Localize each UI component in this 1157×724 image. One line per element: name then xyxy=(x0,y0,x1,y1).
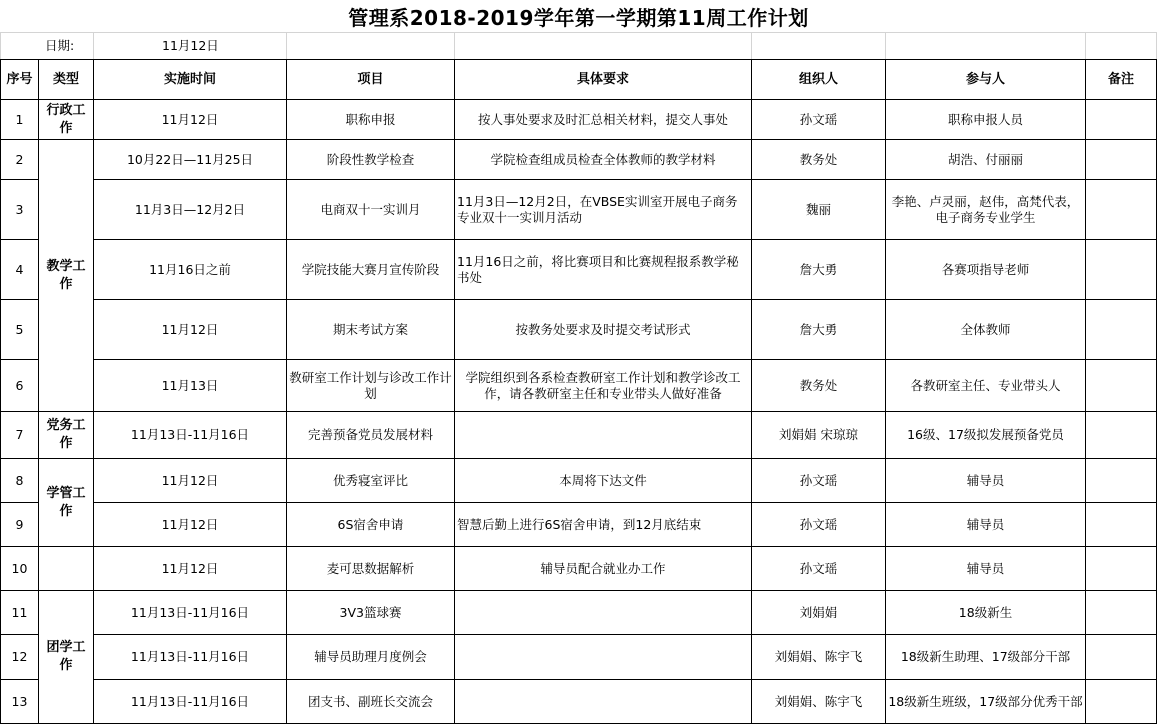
row-number[interactable]: 10 xyxy=(1,547,39,591)
time-cell[interactable]: 11月12日 xyxy=(94,459,287,503)
organizer-cell[interactable]: 詹大勇 xyxy=(752,240,886,300)
time-cell[interactable]: 11月13日-11月16日 xyxy=(94,635,287,680)
organizer-cell[interactable]: 詹大勇 xyxy=(752,300,886,360)
table-row xyxy=(1,180,1157,240)
time-cell[interactable]: 11月3日—12月2日 xyxy=(94,180,287,240)
row-number[interactable]: 6 xyxy=(1,360,39,412)
item-cell[interactable]: 团支书、副班长交流会 xyxy=(287,680,455,724)
row-number[interactable]: 8 xyxy=(1,459,39,503)
type-cell-empty[interactable] xyxy=(39,547,94,591)
participants-cell[interactable]: 16级、17级拟发展预备党员 xyxy=(886,412,1086,459)
time-cell[interactable]: 11月12日 xyxy=(94,503,287,547)
time-cell[interactable]: 11月12日 xyxy=(94,547,287,591)
requirement-cell[interactable]: 按人事处要求及时汇总相关材料，提交人事处 xyxy=(455,100,752,140)
table-row xyxy=(1,100,1157,140)
time-cell[interactable]: 11月12日 xyxy=(94,100,287,140)
participants-cell[interactable]: 各教研室主任、专业带头人 xyxy=(886,360,1086,412)
requirement-cell[interactable]: 按教务处要求及时提交考试形式 xyxy=(455,300,752,360)
organizer-cell[interactable]: 刘娟娟 xyxy=(752,591,886,635)
type-cell-student-affairs[interactable]: 学管工作 xyxy=(39,459,94,547)
organizer-cell[interactable]: 教务处 xyxy=(752,140,886,180)
requirement-cell[interactable]: 学院组织到各系检查教研室工作计划和教学诊改工作，请各教研室主任和专业带头人做好准备 xyxy=(455,360,752,412)
col-header-remarks[interactable]: 备注 xyxy=(1086,60,1157,100)
remarks-cell[interactable] xyxy=(1086,547,1157,591)
requirement-cell[interactable]: 11月16日之前，将比赛项目和比赛规程报系教学秘书处 xyxy=(455,240,752,300)
sheet-title: 管理系2018-2019学年第一学期第11周工作计划 xyxy=(348,5,809,30)
type-cell-party[interactable]: 党务工作 xyxy=(39,412,94,459)
remarks-cell[interactable] xyxy=(1086,240,1157,300)
empty-cell[interactable] xyxy=(752,33,886,60)
participants-cell[interactable]: 李艳、卢灵丽，赵伟，高梵代表，电子商务专业学生 xyxy=(886,180,1086,240)
participants-cell[interactable]: 胡浩、付丽丽 xyxy=(886,140,1086,180)
requirement-cell[interactable] xyxy=(455,680,752,724)
table-row xyxy=(1,140,1157,180)
item-cell[interactable]: 辅导员助理月度例会 xyxy=(287,635,455,680)
row-number[interactable]: 1 xyxy=(1,100,39,140)
col-header-item[interactable]: 项目 xyxy=(287,60,455,100)
item-cell[interactable]: 完善预备党员发展材料 xyxy=(287,412,455,459)
item-cell[interactable]: 电商双十一实训月 xyxy=(287,180,455,240)
table-row xyxy=(1,547,1157,591)
item-cell[interactable]: 学院技能大赛月宣传阶段 xyxy=(287,240,455,300)
item-cell[interactable]: 6S宿舍申请 xyxy=(287,503,455,547)
participants-cell[interactable]: 职称申报人员 xyxy=(886,100,1086,140)
row-number[interactable]: 7 xyxy=(1,412,39,459)
item-cell[interactable]: 麦可思数据解析 xyxy=(287,547,455,591)
remarks-cell[interactable] xyxy=(1086,503,1157,547)
organizer-cell[interactable]: 刘娟娟、陈宇飞 xyxy=(752,635,886,680)
col-header-participants[interactable]: 参与人 xyxy=(886,60,1086,100)
item-cell[interactable]: 3V3篮球赛 xyxy=(287,591,455,635)
row-number[interactable]: 11 xyxy=(1,591,39,635)
organizer-cell[interactable]: 刘娟娟 宋琼琼 xyxy=(752,412,886,459)
table-row xyxy=(1,300,1157,360)
col-header-organizer[interactable]: 组织人 xyxy=(752,60,886,100)
col-header-type[interactable]: 类型 xyxy=(39,60,94,100)
requirement-cell[interactable] xyxy=(455,412,752,459)
remarks-cell[interactable] xyxy=(1086,591,1157,635)
participants-cell[interactable]: 各赛项指导老师 xyxy=(886,240,1086,300)
time-cell[interactable]: 11月16日之前 xyxy=(94,240,287,300)
row-number[interactable]: 4 xyxy=(1,240,39,300)
remarks-cell[interactable] xyxy=(1086,100,1157,140)
empty-cell[interactable] xyxy=(455,33,752,60)
table-row xyxy=(1,503,1157,547)
row-number[interactable]: 2 xyxy=(1,140,39,180)
date-row xyxy=(1,33,1157,60)
remarks-cell[interactable] xyxy=(1086,360,1157,412)
organizer-cell[interactable]: 孙文瑶 xyxy=(752,503,886,547)
row-number[interactable]: 13 xyxy=(1,680,39,724)
participants-cell[interactable]: 辅导员 xyxy=(886,547,1086,591)
requirement-cell[interactable] xyxy=(455,591,752,635)
work-plan-table xyxy=(0,32,1157,724)
time-cell[interactable]: 11月12日 xyxy=(94,300,287,360)
requirement-cell[interactable] xyxy=(455,635,752,680)
col-header-time[interactable]: 实施时间 xyxy=(94,60,287,100)
row-number[interactable]: 5 xyxy=(1,300,39,360)
organizer-cell[interactable]: 孙文瑶 xyxy=(752,459,886,503)
date-label[interactable]: 日期: xyxy=(1,33,94,60)
type-cell-youth-league[interactable]: 团学工作 xyxy=(39,591,94,724)
empty-cell[interactable] xyxy=(287,33,455,60)
table-row xyxy=(1,360,1157,412)
organizer-cell[interactable]: 教务处 xyxy=(752,360,886,412)
participants-cell[interactable]: 18级新生助理、17级部分干部 xyxy=(886,635,1086,680)
table-row xyxy=(1,591,1157,635)
table-row xyxy=(1,240,1157,300)
row-number[interactable]: 12 xyxy=(1,635,39,680)
col-header-requirement[interactable]: 具体要求 xyxy=(455,60,752,100)
table-row xyxy=(1,412,1157,459)
remarks-cell[interactable] xyxy=(1086,300,1157,360)
item-cell[interactable]: 教研室工作计划与诊改工作计划 xyxy=(287,360,455,412)
empty-cell[interactable] xyxy=(886,33,1086,60)
empty-cell[interactable] xyxy=(1086,33,1157,60)
table-row xyxy=(1,635,1157,680)
requirement-cell[interactable]: 11月3日—12月2日，在VBSE实训室开展电子商务专业双十一实训月活动 xyxy=(455,180,752,240)
requirement-cell[interactable]: 智慧后勤上进行6S宿舍申请，到12月底结束 xyxy=(455,503,752,547)
requirement-cell[interactable]: 本周将下达文件 xyxy=(455,459,752,503)
remarks-cell[interactable] xyxy=(1086,412,1157,459)
table-row xyxy=(1,459,1157,503)
remarks-cell[interactable] xyxy=(1086,680,1157,724)
col-header-no[interactable]: 序号 xyxy=(1,60,39,100)
participants-cell[interactable]: 18级新生 xyxy=(886,591,1086,635)
organizer-cell[interactable]: 孙文瑶 xyxy=(752,547,886,591)
requirement-cell[interactable]: 辅导员配合就业办工作 xyxy=(455,547,752,591)
time-cell[interactable]: 11月13日-11月16日 xyxy=(94,680,287,724)
item-cell[interactable]: 职称申报 xyxy=(287,100,455,140)
participants-cell[interactable]: 辅导员 xyxy=(886,503,1086,547)
time-cell[interactable]: 11月13日-11月16日 xyxy=(94,591,287,635)
time-cell[interactable]: 11月13日-11月16日 xyxy=(94,412,287,459)
type-cell-teaching[interactable]: 教学工作 xyxy=(39,140,94,412)
type-cell-admin[interactable]: 行政工作 xyxy=(39,100,94,140)
header-row xyxy=(1,60,1157,100)
remarks-cell[interactable] xyxy=(1086,635,1157,680)
table-row xyxy=(1,680,1157,724)
organizer-cell[interactable]: 刘娟娟、陈宇飞 xyxy=(752,680,886,724)
time-cell[interactable]: 11月13日 xyxy=(94,360,287,412)
organizer-cell[interactable]: 魏丽 xyxy=(752,180,886,240)
remarks-cell[interactable] xyxy=(1086,459,1157,503)
item-cell[interactable]: 阶段性教学检查 xyxy=(287,140,455,180)
participants-cell[interactable]: 全体教师 xyxy=(886,300,1086,360)
time-cell[interactable]: 10月22日—11月25日 xyxy=(94,140,287,180)
date-value[interactable]: 11月12日 xyxy=(94,33,287,60)
item-cell[interactable]: 优秀寝室评比 xyxy=(287,459,455,503)
organizer-cell[interactable]: 孙文瑶 xyxy=(752,100,886,140)
item-cell[interactable]: 期末考试方案 xyxy=(287,300,455,360)
requirement-cell[interactable]: 学院检查组成员检查全体教师的教学材料 xyxy=(455,140,752,180)
row-number[interactable]: 9 xyxy=(1,503,39,547)
participants-cell[interactable]: 辅导员 xyxy=(886,459,1086,503)
remarks-cell[interactable] xyxy=(1086,140,1157,180)
row-number[interactable]: 3 xyxy=(1,180,39,240)
remarks-cell[interactable] xyxy=(1086,180,1157,240)
participants-cell[interactable]: 18级新生班级，17级部分优秀干部 xyxy=(886,680,1086,724)
